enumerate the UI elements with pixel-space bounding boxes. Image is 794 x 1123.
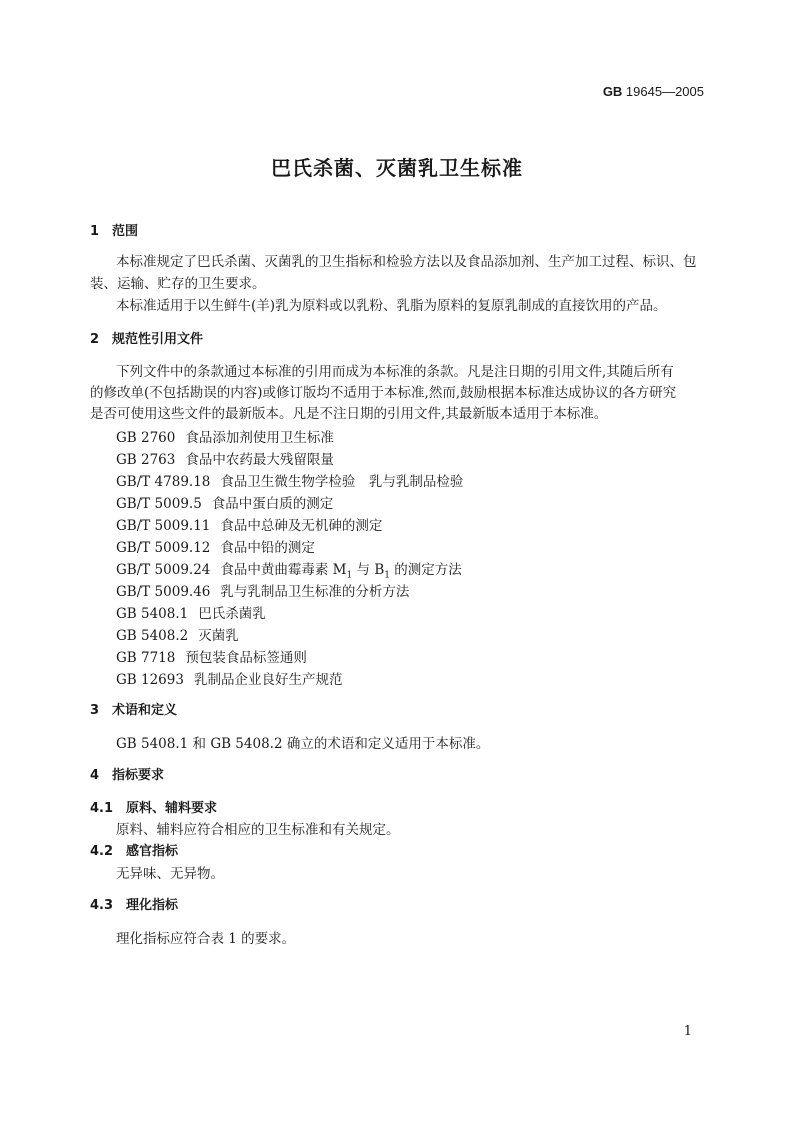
reference-item — [116, 668, 342, 688]
reference-code: GB/T 5009.24 — [116, 562, 211, 578]
reference-item — [116, 536, 315, 556]
reference-title: 食品中蛋白质的测定 — [211, 496, 334, 512]
reference-code: GB 7718 — [116, 650, 176, 666]
reference-code: GB/T 4789.18 — [116, 474, 211, 490]
section-number: 2 — [90, 332, 100, 347]
section-title: 感官指标 — [126, 844, 179, 859]
reference-item — [116, 514, 382, 534]
reference-title: 巴氏杀菌乳 — [198, 606, 266, 622]
section-number: 3 — [90, 703, 100, 718]
section-4-3-paragraph: 理化指标应符合表 1 的要求。 — [116, 931, 296, 947]
section-title: 指标要求 — [112, 768, 165, 783]
section-number: 4.3 — [90, 898, 114, 913]
section-1-paragraph-1-line-1: 本标准规定了巴氏杀菌、灭菌乳的卫生指标和检验方法以及食品添加剂、生产加工过程、标识、包 — [116, 254, 697, 270]
reference-title: 食品中总砷及无机砷的测定 — [220, 518, 383, 534]
section-1-heading — [90, 220, 138, 239]
standard-number — [603, 84, 704, 99]
reference-title: 灭菌乳 — [198, 628, 239, 644]
reference-code: GB 2760 — [116, 430, 176, 446]
section-number: 4 — [90, 768, 100, 783]
reference-title: 食品添加剂使用卫生标准 — [185, 430, 334, 446]
section-title: 理化指标 — [126, 898, 179, 913]
section-4-2-heading — [90, 840, 178, 859]
section-3-paragraph: GB 5408.1 和 GB 5408.2 确立的术语和定义适用于本标准。 — [116, 736, 490, 752]
reference-item — [116, 646, 307, 666]
reference-item — [116, 426, 334, 446]
reference-title-part-b: 与 B — [352, 562, 385, 578]
standard-prefix: GB — [602, 84, 623, 99]
reference-title: 食品中铅的测定 — [220, 540, 315, 556]
reference-title: 食品中农药最大残留限量 — [185, 452, 334, 468]
reference-title-part-c: 的测定方法 — [389, 562, 462, 578]
reference-title: 乳与乳制品卫生标准的分析方法 — [220, 584, 410, 600]
reference-code: GB 12693 — [116, 672, 184, 688]
reference-item — [116, 602, 266, 622]
reference-item — [116, 492, 333, 512]
reference-code: GB 5408.1 — [116, 606, 189, 622]
section-4-1-heading — [90, 797, 217, 816]
reference-item — [116, 558, 462, 581]
reference-subscript: 1 — [384, 570, 390, 581]
document-title: 巴氏杀菌、灭菌乳卫生标准 — [271, 156, 523, 180]
reference-code: GB 2763 — [116, 452, 176, 468]
section-title: 术语和定义 — [112, 703, 178, 718]
reference-title: 乳制品企业良好生产规范 — [193, 672, 343, 688]
section-title: 规范性引用文件 — [112, 332, 204, 347]
section-4-2-paragraph: 无异味、无异物。 — [116, 866, 224, 882]
reference-item — [116, 624, 239, 644]
reference-code: GB/T 5009.46 — [116, 584, 211, 600]
reference-item — [116, 470, 463, 490]
section-2-intro-line-1: 下列文件中的条款通过本标准的引用而成为本标准的条款。凡是注日期的引用文件,其随后所有 — [116, 364, 674, 380]
reference-code: GB/T 5009.5 — [116, 496, 202, 512]
reference-item — [116, 448, 334, 468]
page-number: 1 — [683, 1024, 692, 1039]
reference-code: GB 5408.2 — [116, 628, 189, 644]
reference-item — [116, 580, 409, 600]
standard-code: 19645—2005 — [622, 84, 704, 99]
section-2-intro-line-3: 是否可使用这些文件的最新版本。凡是不注日期的引用文件,其最新版本适用于本标准。 — [90, 406, 608, 422]
section-4-3-heading — [90, 894, 178, 913]
section-number: 1 — [90, 224, 100, 239]
section-1-paragraph-1-line-2: 装、运输、贮存的卫生要求。 — [90, 276, 266, 292]
reference-code: GB/T 5009.11 — [116, 518, 211, 534]
section-2-heading — [90, 328, 203, 347]
section-title: 原料、辅料要求 — [126, 801, 218, 816]
reference-code: GB/T 5009.12 — [116, 540, 211, 556]
section-number: 4.2 — [90, 844, 114, 859]
section-3-heading — [90, 699, 177, 718]
section-4-1-paragraph: 原料、辅料应符合相应的卫生标准和有关规定。 — [116, 822, 400, 838]
reference-title-part-a: 食品中黄曲霉毒素 M — [220, 562, 347, 578]
section-title: 范围 — [112, 224, 139, 239]
reference-subscript: 1 — [346, 570, 353, 581]
section-2-intro-line-2: 的修改单(不包括勘误的内容)或修订版均不适用于本标准,然而,鼓励根据本标准达成协议的各方研究 — [90, 385, 677, 401]
section-1-paragraph-2: 本标准适用于以生鲜牛(羊)乳为原料或以乳粉、乳脂为原料的复原乳制成的直接饮用的产品。 — [116, 298, 667, 314]
section-4-heading — [90, 764, 164, 783]
reference-title: 预包装食品标签通则 — [185, 650, 307, 666]
reference-title: 食品卫生微生物学检验 乳与乳制品检验 — [220, 474, 464, 490]
section-number: 4.1 — [90, 801, 114, 816]
